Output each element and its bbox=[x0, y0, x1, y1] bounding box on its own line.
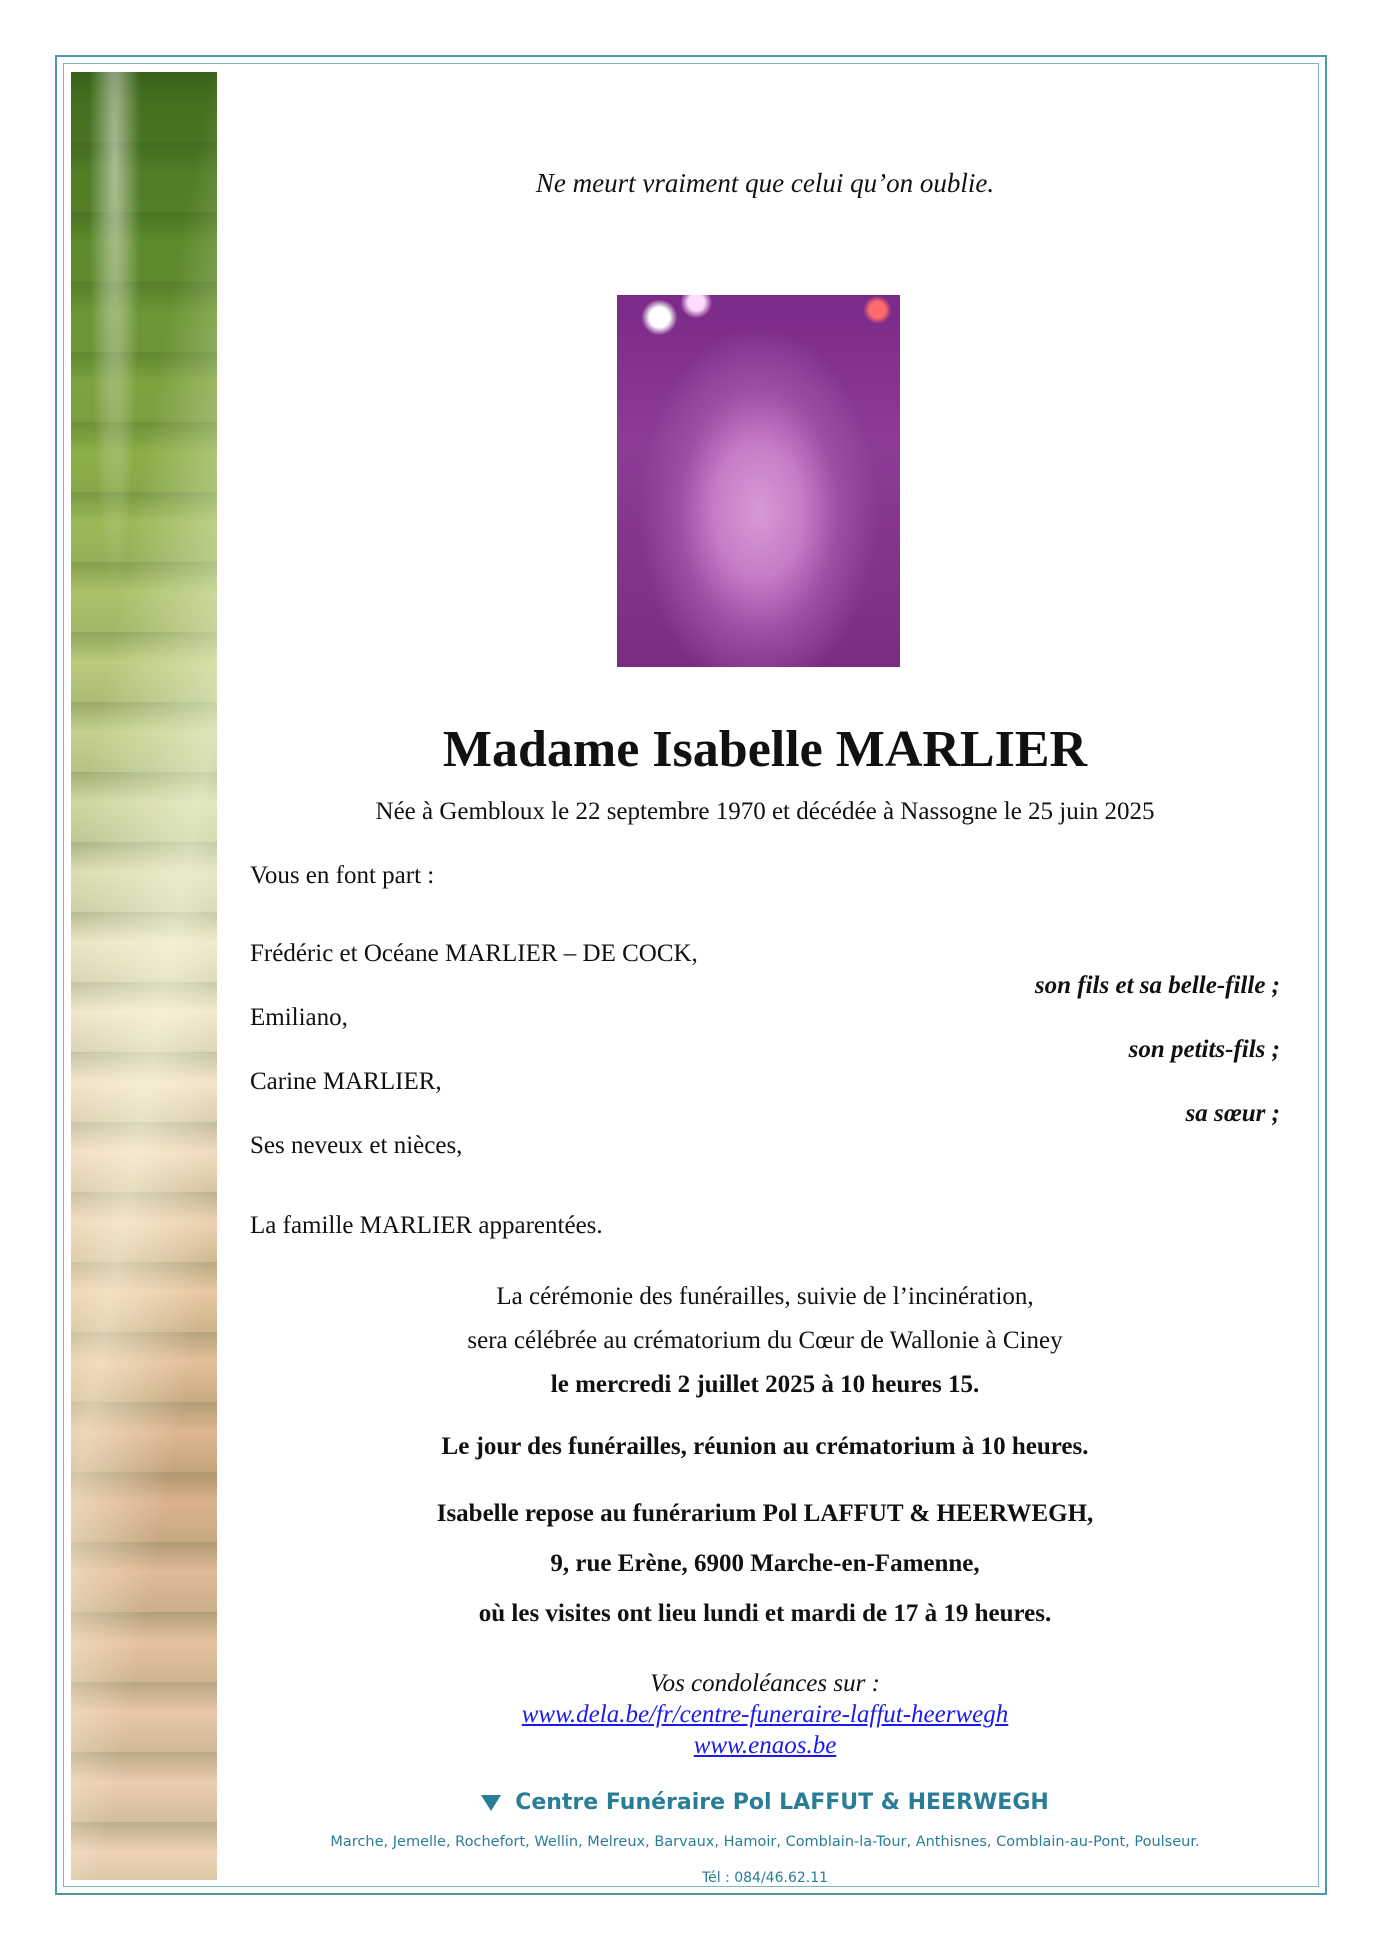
forest-path-decorative-image bbox=[71, 72, 217, 1880]
epigraph-quote: Ne meurt vraiment que celui qu’on oublie. bbox=[535, 168, 995, 198]
birth-death-dates: Née à Gembloux le 22 septembre 1970 et décédée à Nassogne le 25 juin 2025 bbox=[375, 798, 1155, 825]
reunion-notice: Le jour des funérailles, réunion au crématorium à 10 heures. bbox=[441, 1433, 1089, 1460]
funeral-home-towns: Marche, Jemelle, Rochefort, Wellin, Melreux, Barvaux, Hamoir, Comblain-la-Tour, Anthisnes, Comblain-au-Pont, Poulseur. bbox=[330, 1834, 1200, 1850]
condolences-link-enaos[interactable]: www.enaos.be bbox=[693, 1732, 837, 1759]
family-member-relation: son petits-fils ; bbox=[1128, 1036, 1280, 1063]
family-member-name: Frédéric et Océane MARLIER – DE COCK, bbox=[250, 940, 698, 967]
visitation-hours: où les visites ont lieu lundi et mardi de 17 à 19 heures. bbox=[478, 1600, 1052, 1627]
visitation-line: Isabelle repose au funérarium Pol LAFFUT & HEERWEGH, bbox=[436, 1500, 1094, 1527]
condolences-label: Vos condoléances sur : bbox=[650, 1670, 880, 1697]
funeral-home-name: Centre Funéraire Pol LAFFUT & HEERWEGH bbox=[515, 1790, 1049, 1815]
condolences-link-dela[interactable]: www.dela.be/fr/centre-funeraire-laffut-heerwegh bbox=[521, 1701, 1009, 1728]
funeral-home-phone: Tél : 084/46.62.11 bbox=[701, 1870, 829, 1886]
triangle-down-icon bbox=[481, 1795, 501, 1811]
ceremony-line: La cérémonie des funérailles, suivie de l’incinération, bbox=[496, 1283, 1034, 1310]
condolences-block bbox=[250, 1668, 1280, 1761]
family-member-relation: son fils et sa belle-fille ; bbox=[1034, 972, 1280, 999]
ceremony-details bbox=[250, 1275, 1280, 1407]
ceremony-date: le mercredi 2 juillet 2025 à 10 heures 15. bbox=[550, 1371, 980, 1398]
family-member-name: Ses neveux et nièces, bbox=[250, 1132, 463, 1159]
funeral-home-brand bbox=[250, 1790, 1280, 1815]
deceased-name: Madame Isabelle MARLIER bbox=[442, 721, 1088, 778]
ceremony-line: sera célébrée au crématorium du Cœur de Wallonie à Ciney bbox=[467, 1327, 1063, 1354]
visitation-address: 9, rue Erène, 6900 Marche-en-Famenne, bbox=[550, 1550, 980, 1577]
family-member-name: Emiliano, bbox=[250, 1004, 348, 1031]
family-member-name: La famille MARLIER apparentées. bbox=[250, 1212, 603, 1239]
family-member-name: Carine MARLIER, bbox=[250, 1068, 442, 1095]
portrait-photo bbox=[617, 295, 900, 667]
announcement-intro: Vous en font part : bbox=[250, 862, 435, 889]
family-member-relation: sa sœur ; bbox=[1185, 1100, 1280, 1127]
